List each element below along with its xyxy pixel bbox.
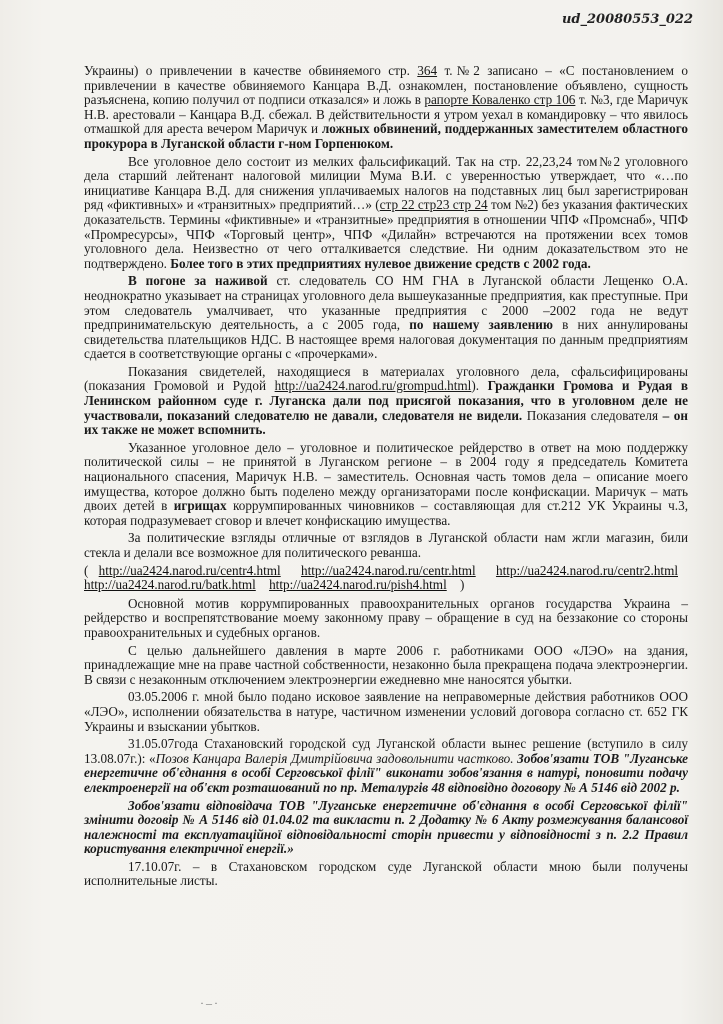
url-link[interactable]: http://ua2424.narod.ru/centr.html	[300, 562, 476, 578]
text-run: Гражданки Громова и Рудая в Ленинском районном суде г. Луганска дали под присягой показания, что в уголовном деле не участвовали, показаний следователю не давали, следователя не видели.	[84, 378, 688, 423]
text-run: С целью дальнейшего давления в марте 2006 г. работниками ООО «ЛЭО» на здания, принадлежащие мне на праве частной собственности, незаконно была прекращена подача электроэнергии. В связи с незаконным отключением электроэнергии ежедневно мне наносятся убытки.	[84, 642, 688, 687]
text-run: стр 22 стр23 стр 24	[379, 197, 488, 213]
text-run: том №2) без указания фактических доказательств. Термины «фиктивные» и «транзитные» предприятия в отношении ЧПФ «Промснаб», ЧПФ «Промресурсы», ЧПФ «Торговый центр», ЧПФ «Дилайн» встречаются на протяжении всех томов уголовного дела. Неизвестно от чего отталкивается следствие. Ни одним доказательством это не подтверждено.	[84, 197, 688, 271]
text-run: по нашему заявлению	[409, 317, 553, 333]
text-run: Более того в этих предприятиях нулевое движение средств с 2002 года.	[170, 255, 591, 271]
document-id: ud_20080553_022	[561, 12, 693, 27]
url-link[interactable]: http://ua2424.narod.ru/centr4.html	[98, 562, 281, 578]
paragraph	[84, 64, 688, 152]
text-run: т.№2 записано – «С постановлением о привлечении в качестве обвиняемого Канцара В.Д. ознакомлен, постановление объявлено, сущность разъяснена, копию получил от подписи отказался» и ложь в	[84, 63, 689, 108]
paragraph	[84, 531, 688, 560]
text-run: 364	[417, 63, 438, 78]
paragraph	[84, 597, 688, 641]
text-run: ложных обвинений, поддержанных заместителем областного прокурора в Луганской области г-ном Горпенюком.	[84, 121, 689, 151]
text-run: рапорте Коваленко стр 106	[424, 92, 576, 108]
links-close-paren: )	[460, 577, 465, 593]
text-run: т. №3, где Маричук Н.В. арестовали – Канцара В.Д. сбежал. В действительности я утром уехал в командировку – что явилось отмашкой для ареста вечером Маричук и	[84, 92, 688, 137]
text-run: Украины	[84, 63, 135, 78]
text-run: виконати зобов'язання в натурі, поновити подачу електроенергії на об'єкт розташований по пр. Металургів 48 відповідно договору № А 5146 від 2002 р.	[84, 765, 688, 795]
text-run: Указанное уголовное дело – уголовное и политическое рейдерство в ответ на мою поддержку политической силы – не принятой в Луганском регионе – в 2004 году я председатель Комитета национального спасения, Маричук Н.В. – заместитель. Основная часть томов дела – описание моего имущества, которое должно быть поделено между организаторами после конфискации. Маричук – мать двоих детей в	[84, 439, 688, 514]
text-run: http://ua2424.narod.ru/grompud.html	[274, 378, 472, 394]
text-run: Основной мотив коррумпированных правоохранительных органов государства Украина – рейдерство и воспрепятствование моему законному праву – обращение в суд на беззаконие со стороны правоохранительных и судебных органов.	[84, 595, 688, 640]
text-run: игрищах	[173, 498, 227, 514]
url-link[interactable]: http://ua2424.narod.ru/pish4.html	[269, 577, 447, 593]
url-link[interactable]: http://ua2424.narod.ru/batk.html	[84, 577, 256, 593]
text-run: 17.10.07г. – в Стахановском городском суде Луганской области мною были получены исполнительные листы.	[84, 858, 688, 889]
text-run: коррумпированных чиновников – составляющая для ст.212 УК Украины ч.3, которая подразумевает сговор и влечет конфискацию имущества.	[84, 498, 688, 528]
text-run: в них аннулированы свидетельства плательщиков НДС. В настоящее время налоговая документация по данным предприятиям сдается в соответствующие органы с «прочерками».	[84, 317, 688, 362]
paragraph	[84, 365, 688, 438]
paragraph	[84, 644, 688, 688]
text-run: 03.05.2006 г. мной было подано исковое заявление на неправомерные действия работников ООО «ЛЭО», исполнении обязательства в натуре, частичном изменении условий договора согласно ст. 652 ГК Украины и взыскании убытков.	[84, 689, 688, 734]
paragraph	[84, 799, 688, 857]
paragraph	[84, 737, 688, 795]
text-run: Показания свидетелей, находящиеся в материалах уголовного дела, сфальсифицированы (показания Громовой и Рудой	[84, 363, 688, 394]
paragraph	[84, 274, 688, 362]
links-open-paren: (	[84, 562, 99, 578]
text-run: Зобов'язати ТОВ "Луганське енергетичне об'єднання в особі Серговської філії"	[84, 750, 688, 781]
text-run: В погоне за наживой	[128, 273, 268, 289]
text-run: – он их также не может вспомнить.	[84, 407, 688, 438]
text-run: ст. следователь СО НМ ГНА в Луганской области Лещенко О.А. неоднократно указывает на страницах уголовного дела вышеуказанные предприятия, как преступные. При этом следователь умалчивает, что указанные предприятия с 2000 –2002 года не ведут предпринимательскую деятельность, а с 2005 года,	[84, 273, 688, 333]
links-block	[84, 564, 688, 593]
text-run: ).	[471, 378, 488, 394]
paragraphs-block-1	[84, 64, 688, 561]
scan-mark: ·–·	[200, 996, 220, 1010]
paragraph	[84, 860, 688, 889]
document-body	[84, 64, 688, 892]
url-link[interactable]: http://ua2424.narod.ru/centr2.html	[495, 562, 678, 578]
paragraph	[84, 690, 688, 734]
text-run: ) о привлечении в качестве обвиняемого стр.	[134, 63, 418, 78]
text-run: Показания следователя	[522, 407, 663, 423]
paragraphs-block-2	[84, 597, 688, 889]
text-run: Все уголовное дело состоит из мелких фальсификаций. Так на стр. 22,23,24 том№2 уголовного дела старший лейтенант налоговой милиции Мума В.И. с уверенностью утверждает, что «…по инициативе Канцара В.Д. для снижения уплачиваемых налогов на подставных лиц был зарегистрирован ряд «фиктивных» и «транзитных» предприятий…» (	[84, 153, 688, 213]
text-run: Позов Канцара Валерія Дмитрійовича задовольнити частково.	[155, 750, 514, 766]
text-run: 31.05.07года Стахановский городской суд Луганской области вынес решение (вступило в силу 13.08.07г.): «	[84, 736, 688, 766]
paragraph	[84, 441, 688, 529]
paragraph	[84, 155, 688, 272]
text-run: За политические взгляды отличные от взглядов в Луганской области нам жгли магазин, били стекла и делали все возможное для политического реванша.	[84, 530, 688, 560]
text-run: Зобов'язати відповідача ТОВ "Луганське енергетичне об'єднання в особі Серговської філії" змінити договір № А 5146 від 01.04.02 та викласти п. 2 Додатку № 6 Акту розмежування балансової належності та експлуатаційної відповідальності сторін привести у відповідності з п. 2.2 Правил користування електричної енергії.»	[84, 797, 688, 857]
